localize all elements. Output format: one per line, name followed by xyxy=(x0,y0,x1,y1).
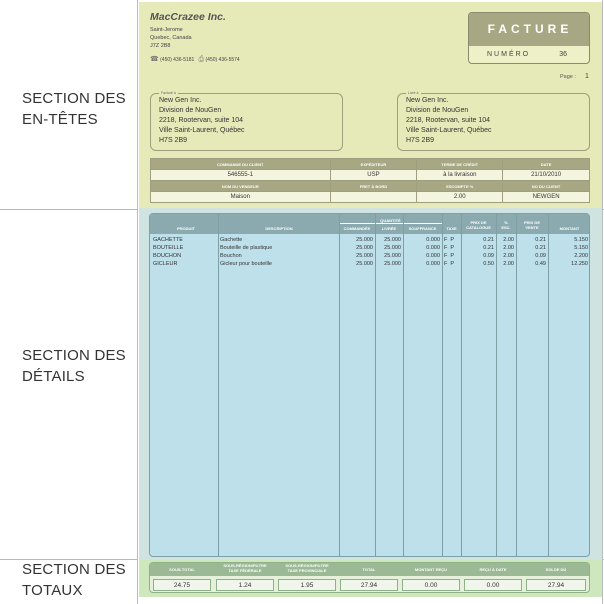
total-value-amount-received: 0.00 xyxy=(402,579,460,591)
bill-to-box xyxy=(150,93,343,151)
ship-to-box xyxy=(397,93,590,151)
cell-prix-catalogue: 0.21 xyxy=(483,237,494,243)
cell-escompte: 2.00 xyxy=(503,253,514,259)
invoice-number: 36 xyxy=(559,51,567,58)
info-header: NO DU CLIENT xyxy=(503,181,590,192)
info-value: à la livraison xyxy=(417,170,503,181)
cell-commandee: 25.000 xyxy=(356,237,373,243)
cell-description: Bouchon xyxy=(220,253,242,259)
company-address-line: J7Z 2B8 xyxy=(150,43,171,49)
total-header: SOLDE DÛ xyxy=(545,567,567,572)
company-fax: (450) 436-5574 xyxy=(205,57,240,63)
invoice-title-box xyxy=(468,12,590,64)
cell-taxe: F P xyxy=(444,237,455,243)
col-header-produit: PRODUIT xyxy=(177,226,195,231)
bill-to-line: Division de NouGen xyxy=(159,107,222,114)
invoice-title: FACTURE xyxy=(469,13,590,46)
info-value: 21/10/2010 xyxy=(503,170,590,181)
company-phone: (450) 436-5181 xyxy=(160,57,195,63)
cell-commandee: 25.000 xyxy=(356,245,373,251)
cell-produit: GICLEUR xyxy=(153,261,178,267)
cell-commandee: 25.000 xyxy=(356,261,373,267)
info-value: Maison xyxy=(151,192,331,203)
company-address-line: Quebec, Canada xyxy=(150,35,192,41)
info-header: DATE xyxy=(503,159,590,170)
info-header: FRET À BORD xyxy=(330,181,417,192)
bill-to-caption: Facturé à xyxy=(161,91,176,95)
cell-livree: 25.000 xyxy=(384,261,401,267)
total-header: REÇU À DATE xyxy=(479,567,507,572)
cell-prix-catalogue: 0.09 xyxy=(483,253,494,259)
cell-commandee: 25.000 xyxy=(356,253,373,259)
table-row xyxy=(150,237,590,245)
info-header: NOM DU VENDEUR xyxy=(151,181,331,192)
page-number: 1 xyxy=(585,73,589,80)
col-header-souffrance: SOUFFRANCE xyxy=(408,226,437,231)
ship-to-line: New Gen Inc. xyxy=(406,97,449,104)
details-table xyxy=(149,213,590,557)
ship-to-line: 2218, Rootervan, suite 104 xyxy=(406,117,491,124)
col-header-escompte: % ESC. xyxy=(501,220,511,230)
cell-prix-vente: 0.09 xyxy=(535,253,546,259)
total-header: TOTAL xyxy=(362,567,376,572)
table-row xyxy=(150,253,590,261)
totals-table xyxy=(149,562,590,593)
ship-to-line: Division de NouGen xyxy=(406,107,469,114)
bill-to-line: 2218, Rootervan, suite 104 xyxy=(159,117,244,124)
col-header-livree: LIVRÉE xyxy=(381,226,397,231)
cell-livree: 25.000 xyxy=(384,237,401,243)
cell-livree: 25.000 xyxy=(384,253,401,259)
ship-to-caption: Livré à xyxy=(408,91,419,95)
info-value: USP xyxy=(330,170,417,181)
cell-prix-vente: 0.49 xyxy=(535,261,546,267)
bill-to-line: New Gen Inc. xyxy=(159,97,202,104)
info-value: NEWGEN xyxy=(503,192,590,203)
cell-escompte: 2.00 xyxy=(503,237,514,243)
ship-to-line: H7S 2B9 xyxy=(406,137,435,144)
fax-icon: ⎙ xyxy=(198,56,205,63)
cell-prix-vente: 0.21 xyxy=(535,237,546,243)
cell-taxe: F P xyxy=(444,261,455,267)
totals-section-label: SECTION DES TOTAUX xyxy=(22,561,126,599)
info-header: ESCOMPTE % xyxy=(417,181,503,192)
cell-produit: BOUCHON xyxy=(153,253,182,259)
cell-taxe: F P xyxy=(444,253,455,259)
cell-produit: BOUTEILLE xyxy=(153,245,184,251)
cell-produit: GACHETTE xyxy=(153,237,183,243)
cell-prix-catalogue: 0.21 xyxy=(483,245,494,251)
info-header: COMMANDE DU CLIENT xyxy=(151,159,331,170)
col-header-quantite: QUANTITÉ xyxy=(380,218,401,223)
cell-description: Gicleur pour bouteille xyxy=(220,261,272,267)
ship-to-line: Ville Saint-Laurent, Québec xyxy=(406,127,492,134)
cell-souffrance: 0.000 xyxy=(426,253,440,259)
table-row xyxy=(150,245,590,253)
total-value-provincial-tax: 1.95 xyxy=(278,579,336,591)
info-value: 546555-1 xyxy=(151,170,331,181)
phone-icon: ☎ xyxy=(150,56,159,63)
header-section-label: SECTION DES EN-TÊTES xyxy=(22,90,126,128)
cell-prix-catalogue: 0.50 xyxy=(483,261,494,267)
info-header: TERME DE CRÉDIT xyxy=(417,159,503,170)
bill-to-line: H7S 2B9 xyxy=(159,137,188,144)
total-value-federal-tax: 1.24 xyxy=(216,579,274,591)
bill-to-line: Ville Saint-Laurent, Québec xyxy=(159,127,245,134)
col-header-description: DESCRIPTION xyxy=(265,226,293,231)
order-info-table xyxy=(150,158,590,203)
col-header-montant: MONTANT xyxy=(559,226,580,231)
total-value-total: 27.94 xyxy=(340,579,398,591)
cell-souffrance: 0.000 xyxy=(426,261,440,267)
col-header-taxe: TAXE xyxy=(446,226,457,231)
cell-livree: 25.000 xyxy=(384,245,401,251)
col-header-commandee: COMMANDÉE xyxy=(343,226,371,231)
invoice-number-label: NUMÉRO xyxy=(487,51,531,58)
total-value-subtotal: 24.75 xyxy=(153,579,211,591)
info-header: EXPÉDITEUR xyxy=(330,159,417,170)
company-contacts xyxy=(150,55,240,64)
total-header: SOUS-TOTAL xyxy=(169,567,195,572)
table-row xyxy=(150,261,590,269)
total-header: SOUS-RÉGION/FILTRE TAXE PROVINCIALE xyxy=(285,563,329,573)
cell-montant: 2.200 xyxy=(574,253,588,259)
details-section-label: SECTION DES DÉTAILS xyxy=(22,347,126,385)
total-header: SOUS-RÉGION/FILTRE TAXE FÉDÉRALE xyxy=(223,563,267,573)
info-value: 2.00 xyxy=(417,192,503,203)
cell-prix-vente: 0.21 xyxy=(535,245,546,251)
cell-montant: 12.250 xyxy=(571,261,588,267)
info-value xyxy=(330,192,417,203)
page-label: Page : xyxy=(560,74,576,80)
col-header-prix-catalogue: PRIX DE CATALOGUE xyxy=(466,220,491,230)
cell-montant: 5.150 xyxy=(574,237,588,243)
cell-description: Gachette xyxy=(220,237,243,243)
cell-montant: 5.150 xyxy=(574,245,588,251)
total-value-balance-due: 27.94 xyxy=(526,579,586,591)
quantite-underline xyxy=(339,223,442,224)
cell-taxe: F P xyxy=(444,245,455,251)
company-name: MacCrazee Inc. xyxy=(150,11,226,23)
col-header-prix-vente: PRIX DE VENTE xyxy=(523,220,540,230)
total-value-received-to-date: 0.00 xyxy=(464,579,522,591)
cell-description: Bouteille de plastique xyxy=(220,245,273,251)
company-address-line: Saint-Jerome xyxy=(150,27,183,33)
cell-escompte: 2.00 xyxy=(503,261,514,267)
cell-souffrance: 0.000 xyxy=(426,237,440,243)
cell-souffrance: 0.000 xyxy=(426,245,440,251)
cell-escompte: 2.00 xyxy=(503,245,514,251)
total-header: MONTANT REÇU xyxy=(414,567,448,572)
